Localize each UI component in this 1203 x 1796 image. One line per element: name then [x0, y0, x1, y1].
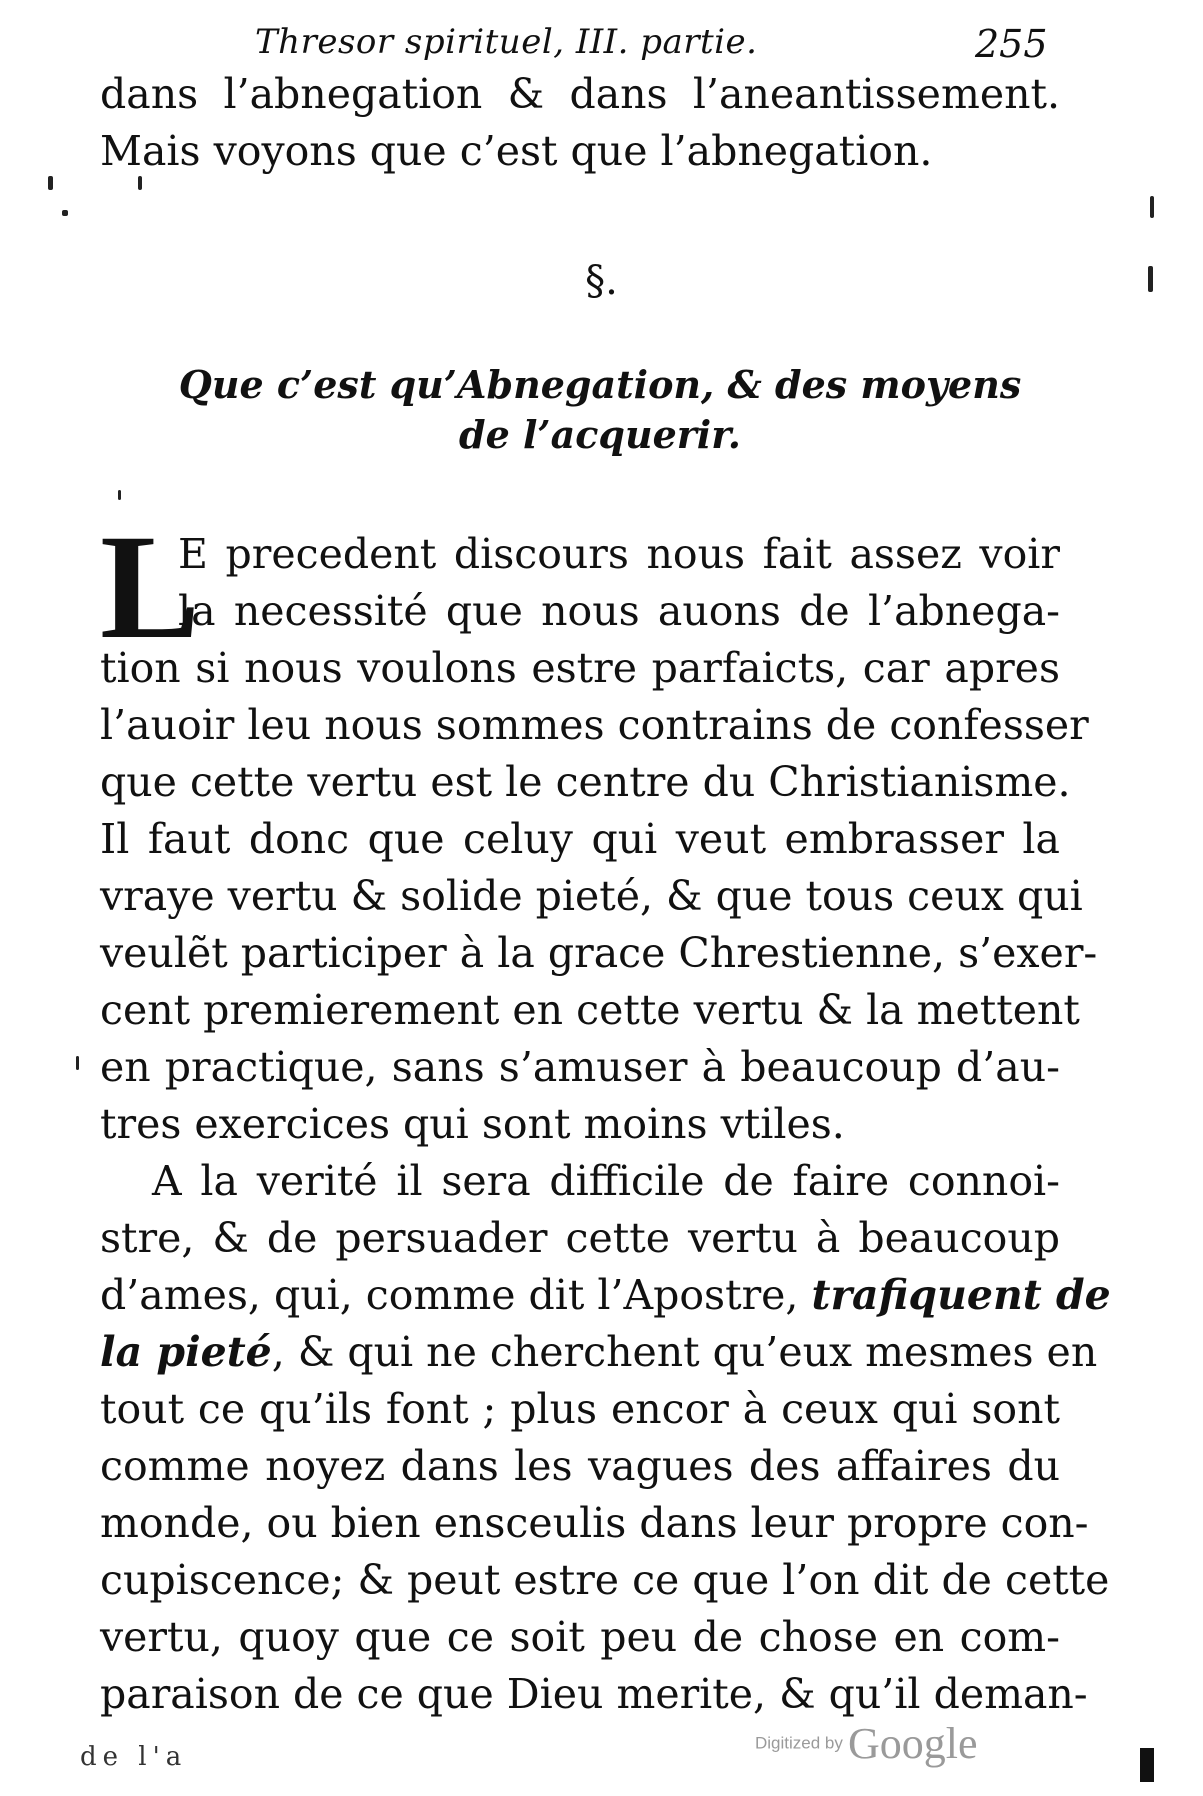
ink-speck	[48, 176, 53, 190]
text-line: cupiscence; & peut estre ce que l’on dit de cette	[100, 1556, 1110, 1604]
text-line: vraye vertu & solide pieté, & que tous ceux qui	[100, 872, 1083, 920]
running-head-title: Thresor spirituel, III. partie.	[255, 22, 758, 62]
text-span: , & qui ne cherchent qu’eux mesmes en	[271, 1328, 1098, 1376]
intro-text	[100, 66, 1060, 180]
text-line: que cette vertu est le centre du Christianisme.	[100, 758, 1071, 806]
text-line: tout ce qu’ils font ; plus encor à ceux qui sont	[100, 1385, 1060, 1433]
google-logo: Google	[847, 1719, 978, 1768]
body-text	[100, 504, 1111, 1723]
text-line: monde, ou bien ensceulis dans leur propre con-	[100, 1499, 1089, 1547]
scan-corner-mark	[1140, 1748, 1154, 1782]
text-line: paraison de ce que Dieu merite, & qu’il deman-	[100, 1670, 1088, 1718]
page-number: 255	[975, 22, 1048, 66]
text-line: Il faut donc que celuy qui veut embrasser la	[100, 815, 1060, 863]
text-line: A la verité il sera difficile de faire connoi-	[152, 1157, 1060, 1205]
text-line: en practique, sans s’amuser à beaucoup d’au-	[100, 1043, 1060, 1091]
text-line: tion si nous voulons estre parfaicts, car apres	[100, 644, 1060, 692]
digitization-watermark	[755, 1718, 978, 1769]
ink-speck	[138, 176, 142, 190]
text-line: vertu, quoy que ce soit peu de chose en com-	[100, 1613, 1060, 1661]
text-line: Mais voyons que c’est que l’abnegation.	[100, 127, 933, 175]
ink-speck	[1150, 196, 1154, 218]
text-span: d’ames, qui, comme dit l’Apostre,	[100, 1271, 799, 1319]
section-heading	[150, 360, 1050, 460]
drop-cap: L	[100, 504, 201, 670]
section-heading-line: Que c’est qu’Abnegation, & des moyens	[178, 362, 1022, 407]
ink-speck	[62, 210, 68, 216]
text-line: E precedent discours nous fait assez voir	[178, 530, 1060, 578]
italic-quote: la pieté	[100, 1328, 272, 1376]
paragraph-two	[100, 1153, 1111, 1723]
text-line: stre, & de persuader cette vertu à beaucoup	[100, 1214, 1060, 1262]
text-line: veulẽt participer à la grace Chrestienne, s’exer-	[100, 929, 1098, 977]
section-heading-line: de l’acquerir.	[459, 412, 741, 457]
text-line: dans l’abnegation & dans l’aneantissement.	[100, 70, 1060, 118]
section-mark: §.	[585, 258, 618, 304]
text-line: comme noyez dans les vagues des affaires du	[100, 1442, 1060, 1490]
italic-quote: trafiquent de	[811, 1271, 1111, 1319]
text-line	[100, 1267, 1111, 1324]
text-line	[100, 1324, 1098, 1381]
catchword: de l'a	[80, 1742, 188, 1772]
watermark-prefix: Digitized by	[755, 1733, 843, 1753]
text-line: la necessité que nous auons de l’abnega-	[178, 587, 1060, 635]
text-line: l’auoir leu nous sommes contrains de confesser	[100, 701, 1089, 749]
text-line: tres exercices qui sont moins vtiles.	[100, 1100, 845, 1148]
ink-speck	[76, 1056, 79, 1070]
ink-speck	[1148, 266, 1153, 292]
ink-speck	[118, 490, 121, 500]
text-line: cent premierement en cette vertu & la mettent	[100, 986, 1080, 1034]
paragraph-one	[100, 504, 1098, 1153]
